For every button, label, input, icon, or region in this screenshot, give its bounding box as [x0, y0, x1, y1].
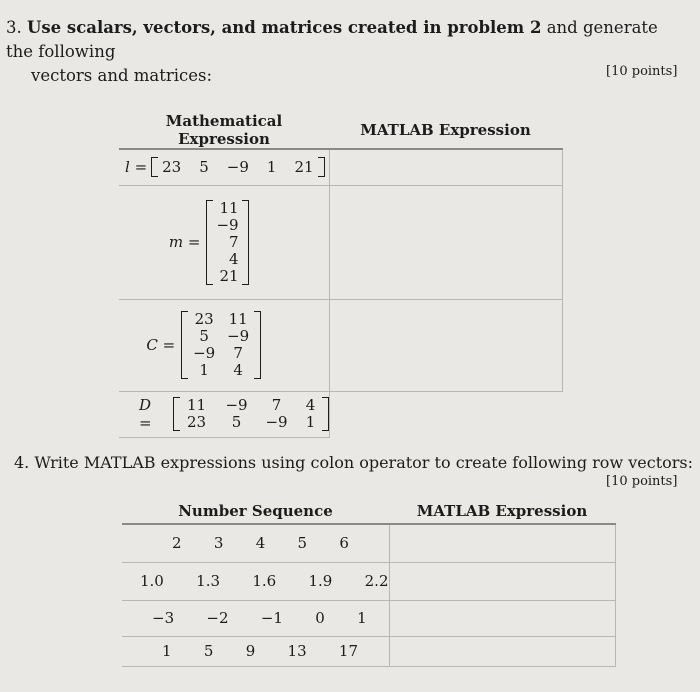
answer-cell-c[interactable] — [329, 299, 562, 391]
d-value: 1 — [305, 413, 316, 431]
d-matrix — [173, 397, 329, 431]
c-value: 11 — [228, 310, 248, 328]
row-l-vector — [119, 149, 329, 185]
row-d-matrix — [119, 391, 329, 437]
c-value: 5 — [199, 327, 209, 345]
m-value: 21 — [219, 266, 239, 285]
m-vector — [206, 200, 248, 285]
sequence-row — [122, 600, 389, 636]
l-vector — [151, 157, 324, 177]
answer-cell-seq-3[interactable] — [389, 600, 615, 636]
question-3-text — [6, 16, 686, 88]
question-3-line2: vectors and matrices: — [31, 66, 213, 85]
question-4-points: [10 points] — [606, 474, 678, 489]
answer-cell-d[interactable] — [329, 391, 562, 437]
sequence-values: −3 −2 −1 0 1 — [152, 609, 367, 627]
answer-cell-seq-4[interactable] — [389, 636, 615, 666]
c-value: 23 — [194, 310, 214, 328]
l-value: 21 — [294, 158, 314, 177]
sequence-values: 1.0 1.3 1.6 1.9 2.2 — [140, 572, 389, 590]
answer-cell-seq-2[interactable] — [389, 562, 615, 600]
sequence-row — [122, 524, 389, 562]
l-value: 5 — [199, 158, 209, 177]
question-4-table — [122, 498, 616, 667]
question-4-text: 4. Write MATLAB expressions using colon operator to create following row vectors: — [14, 453, 693, 472]
m-value: 11 — [219, 198, 239, 217]
d-label: D = — [139, 396, 152, 432]
c-value: −9 — [227, 327, 250, 345]
c-value: −9 — [193, 344, 216, 362]
m-value: −9 — [216, 215, 239, 234]
c-value: 1 — [199, 361, 209, 379]
answer-cell-m[interactable] — [329, 185, 562, 299]
header-matlab-expression: MATLAB Expression — [389, 498, 615, 524]
c-value: 4 — [233, 361, 243, 379]
d-value: 4 — [305, 396, 316, 414]
c-matrix — [181, 311, 261, 379]
sequence-row — [122, 562, 389, 600]
question-3-table — [119, 112, 563, 438]
sequence-values: 1 5 9 13 17 — [162, 642, 359, 660]
sequence-row — [122, 636, 389, 666]
question-3-bold: Use scalars, vectors, and matrices created in problem 2 — [27, 18, 542, 37]
d-value: 11 — [186, 396, 207, 414]
l-value: 23 — [162, 158, 182, 177]
header-number-sequence: Number Sequence — [122, 498, 389, 524]
question-3-number: 3. — [6, 18, 22, 37]
header-matlab-expression: MATLAB Expression — [329, 112, 562, 149]
row-m-vector — [119, 185, 329, 299]
l-value: 1 — [266, 158, 277, 177]
question-3-points: [10 points] — [606, 64, 678, 79]
m-label: m = — [168, 233, 201, 251]
answer-cell-seq-1[interactable] — [389, 524, 615, 562]
d-value: −9 — [225, 396, 248, 414]
m-value: 7 — [229, 232, 239, 251]
l-label: l = — [125, 158, 148, 177]
sequence-values: 2 3 4 5 6 — [172, 534, 349, 553]
answer-cell-l[interactable] — [329, 149, 562, 185]
d-value: 7 — [271, 396, 282, 414]
c-value: 7 — [233, 344, 243, 362]
question-3-rest: and generate the following — [6, 18, 658, 61]
row-c-matrix — [119, 299, 329, 391]
l-value: −9 — [226, 158, 249, 177]
c-label: C = — [146, 336, 176, 354]
m-value: 4 — [229, 249, 239, 268]
d-value: 5 — [231, 413, 242, 431]
d-value: −9 — [265, 413, 288, 431]
d-value: 23 — [186, 413, 207, 431]
header-math-expression: Mathematical Expression — [119, 112, 329, 149]
